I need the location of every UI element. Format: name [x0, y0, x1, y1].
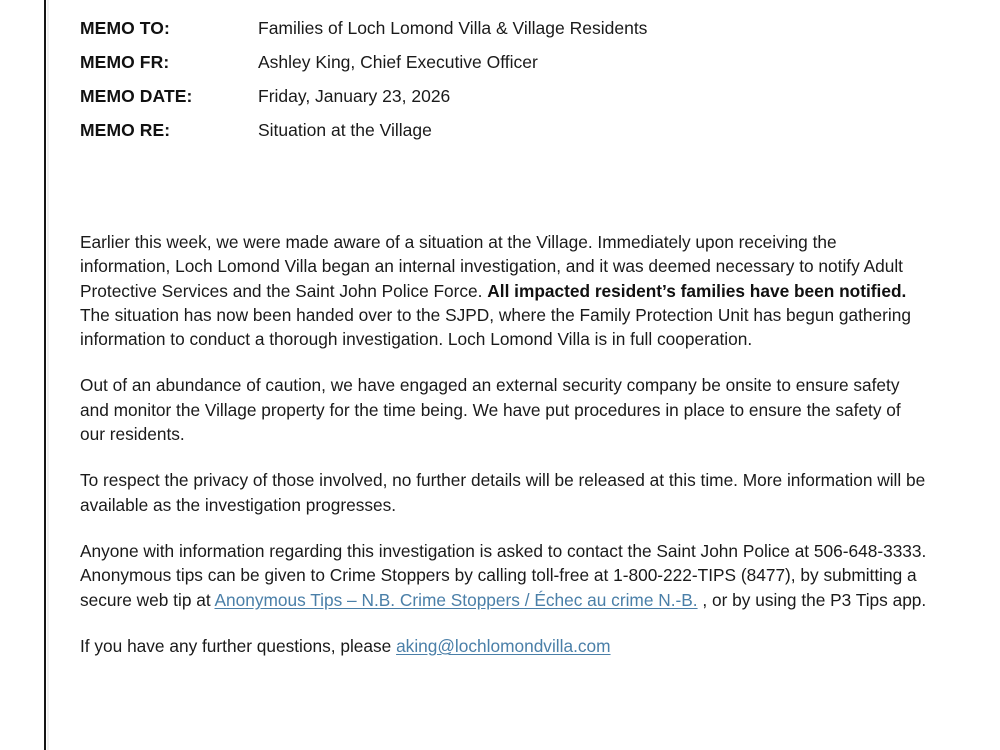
memo-from-value: Ashley King, Chief Executive Officer — [258, 52, 538, 72]
page-edge-shadow — [47, 0, 49, 750]
paragraph-5-text-before-link: If you have any further questions, please — [80, 635, 397, 656]
paragraph-4-text-after-link: , or by using the P3 Tips app. — [697, 589, 927, 610]
memo-header — [80, 0, 940, 154]
body-paragraph-3: To respect the privacy of those involved, no further details will be released at this time. More information will be available as the investigation progresses. — [80, 470, 926, 515]
ceo-email-link[interactable]: aking@lochlomondvilla.com — [396, 635, 611, 656]
document-content — [80, 0, 940, 658]
memo-row-from — [80, 52, 940, 86]
memo-date-value: Friday, January 23, 2026 — [258, 86, 451, 106]
memo-row-to — [80, 18, 940, 52]
page-edge-rule — [44, 0, 46, 750]
memo-body — [80, 230, 940, 658]
paragraph-1-text-after-bold: The situation has now been handed over to the SJPD, where the Family Protection Unit has begun gathering information to conduct a thorough investigation. Loch Lomond Villa is in full cooperation. — [80, 304, 911, 350]
paragraph-1-text-before-bold: Earlier this week, we were made aware of a situation at the Village. Immediately upon receiving the information, Loch Lomond Villa began an internal investigation, and it was deemed necessary to notify Adult Protective Services and the Saint John Police Force. — [80, 232, 903, 301]
crime-stoppers-web-tip-link[interactable]: Anonymous Tips – N.B. Crime Stoppers / Échec au crime N.-B. — [214, 589, 698, 610]
memo-to-label: MEMO TO: — [80, 18, 170, 38]
memo-row-date — [80, 86, 940, 120]
memo-row-subject — [80, 120, 940, 154]
body-paragraph-1 — [80, 230, 930, 351]
body-paragraph-2: Out of an abundance of caution, we have engaged an external security company be onsite to ensure safety and monitor the Village property for the time being. We have put procedures in place to ensure the safety of our residents. — [80, 375, 901, 445]
memo-subject-label: MEMO RE: — [80, 120, 171, 140]
paragraph-1-bold-notice: All impacted resident’s families have been notified. — [487, 280, 907, 301]
body-paragraph-5 — [80, 634, 930, 658]
paragraph-4-text-before-link: Anyone with information regarding this investigation is asked to contact the Saint John Police at 506-648-3333. Anonymous tips can be given to Crime Stoppers by calling toll-free at 1-800-222-TIPS (8477), by submitting a secure web tip at — [80, 540, 927, 610]
memo-subject-value: Situation at the Village — [258, 120, 432, 140]
memo-to-value: Families of Loch Lomond Villa & Village Residents — [258, 18, 648, 38]
body-paragraph-4 — [80, 539, 930, 612]
memo-date-label: MEMO DATE: — [80, 86, 193, 106]
memo-from-label: MEMO FR: — [80, 52, 170, 72]
